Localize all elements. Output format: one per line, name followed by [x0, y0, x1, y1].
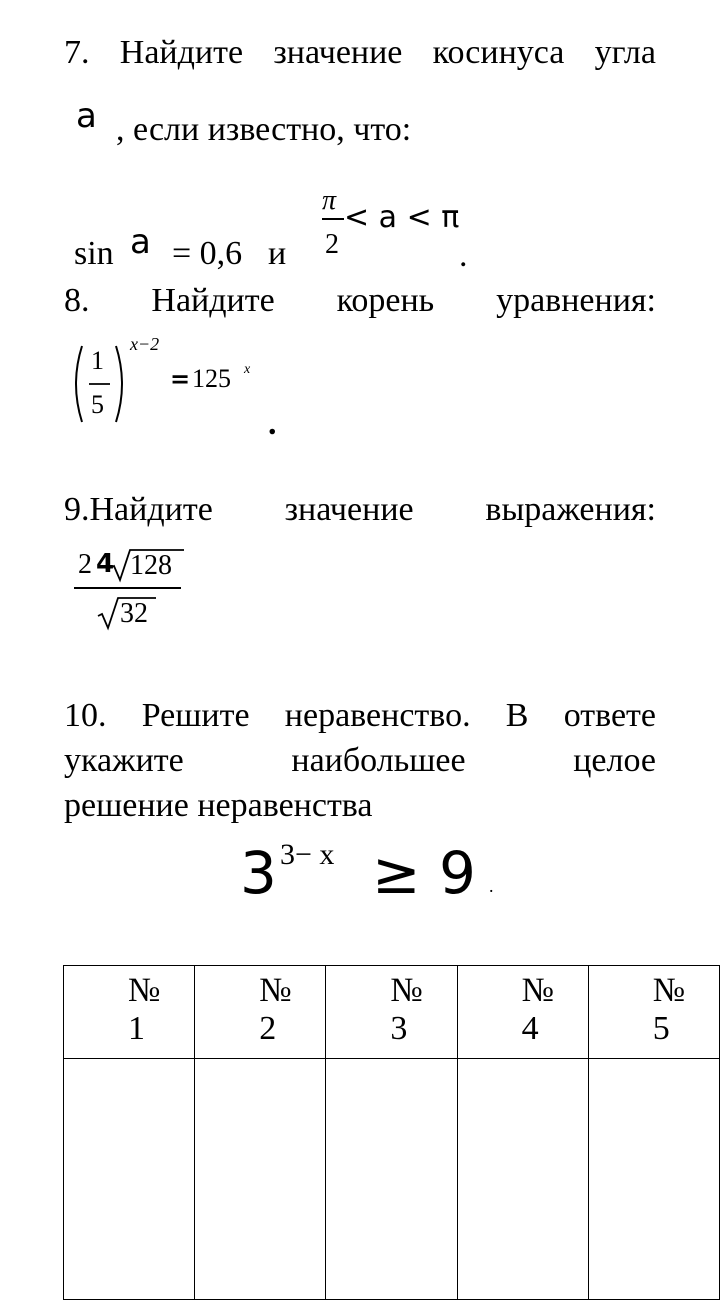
q9-word: 9.Найдите — [64, 491, 213, 528]
q9-word: значение — [284, 491, 414, 528]
q7-fraction-bar — [322, 218, 344, 220]
answer-header-cell — [64, 966, 195, 1059]
answer-cell[interactable] — [588, 1059, 719, 1300]
right-paren-icon — [116, 346, 122, 422]
q8-rhs-exponent: x — [244, 362, 251, 377]
q9-numerator-radicand: 128 — [130, 550, 172, 581]
q7-word: косинуса — [432, 34, 565, 71]
number-sign: № — [521, 972, 555, 1009]
answer-table-header-row — [64, 966, 720, 1059]
q7-word: значение — [273, 34, 403, 71]
q8-word: 8. — [64, 282, 90, 319]
q8-word: уравнения: — [496, 282, 656, 319]
q7-word: 7. — [64, 34, 90, 71]
answer-cell[interactable] — [326, 1059, 457, 1300]
q8-denominator: 5 — [91, 390, 104, 419]
q10-period: . — [489, 876, 494, 896]
q10-word: неравенство. — [284, 697, 471, 734]
q10-base: 3 — [240, 839, 277, 907]
q7-pi-numerator: π — [322, 185, 337, 216]
q10-relation: ≥ 9 — [372, 839, 476, 907]
question-number: 3 — [390, 1010, 408, 1047]
question-number: 2 — [259, 1010, 277, 1047]
q10-line1 — [64, 696, 656, 736]
q7-alpha-symbol: a — [76, 96, 97, 136]
q10-word: Решите — [141, 697, 250, 734]
left-paren-icon — [76, 346, 82, 422]
q7-line1 — [64, 33, 656, 73]
q8-period: . — [268, 405, 277, 442]
q8-equals: = — [170, 365, 191, 393]
answer-header-cell — [326, 966, 457, 1059]
question-number: 1 — [128, 1010, 145, 1047]
q7-inequality: < a < π — [344, 200, 460, 235]
q10-word: наибольшее — [291, 742, 466, 779]
q9-line1 — [64, 490, 656, 530]
question-number: 4 — [521, 1010, 539, 1047]
q9-fraction-bar — [74, 587, 181, 589]
answer-header-cell — [457, 966, 588, 1059]
answer-table-body-row — [64, 1059, 720, 1300]
answer-cell[interactable] — [195, 1059, 326, 1300]
number-sign: № — [128, 972, 161, 1009]
q7-and-word: и — [268, 235, 287, 272]
q7-two-denominator: 2 — [325, 229, 339, 260]
q9-root-index: 4 — [96, 549, 115, 579]
answer-header-cell — [195, 966, 326, 1059]
q10-line2 — [64, 741, 656, 781]
answer-cell[interactable] — [64, 1059, 195, 1300]
q7-period: . — [459, 237, 468, 274]
q7-word: угла — [594, 34, 656, 71]
answer-cell[interactable] — [457, 1059, 588, 1300]
q8-numerator: 1 — [91, 346, 104, 375]
q8-word: корень — [336, 282, 435, 319]
q7-alpha-symbol-2: a — [130, 222, 151, 262]
q10-word: укажите — [64, 742, 184, 779]
q7-word: Найдите — [119, 34, 244, 71]
answer-table — [63, 965, 720, 1300]
q7-sin-label: sin — [74, 235, 114, 272]
q10-word: ответе — [563, 697, 656, 734]
q8-rhs-base: 125 — [192, 364, 231, 393]
q10-exponent: 3− x — [280, 838, 335, 871]
q9-numerator-coef: 2 — [78, 549, 92, 580]
q10-word: В — [505, 697, 529, 734]
q10-word: 10. — [64, 697, 107, 734]
q7-equals-value: = 0,6 — [172, 235, 243, 272]
q10-line3: решение неравенства — [64, 787, 373, 824]
q10-word: целое — [573, 742, 656, 779]
q7-line2: , если известно, что: — [116, 111, 412, 148]
q8-exponent: x−2 — [130, 334, 160, 354]
number-sign: № — [259, 972, 292, 1009]
q8-line1 — [64, 281, 656, 321]
q9-word: выражения: — [485, 491, 656, 528]
number-sign: № — [390, 972, 423, 1009]
question-number: 5 — [652, 1010, 670, 1047]
number-sign: № — [652, 972, 686, 1009]
answer-header-cell — [588, 966, 719, 1059]
q9-denominator-radicand: 32 — [120, 598, 148, 629]
q8-word: Найдите — [151, 282, 275, 319]
